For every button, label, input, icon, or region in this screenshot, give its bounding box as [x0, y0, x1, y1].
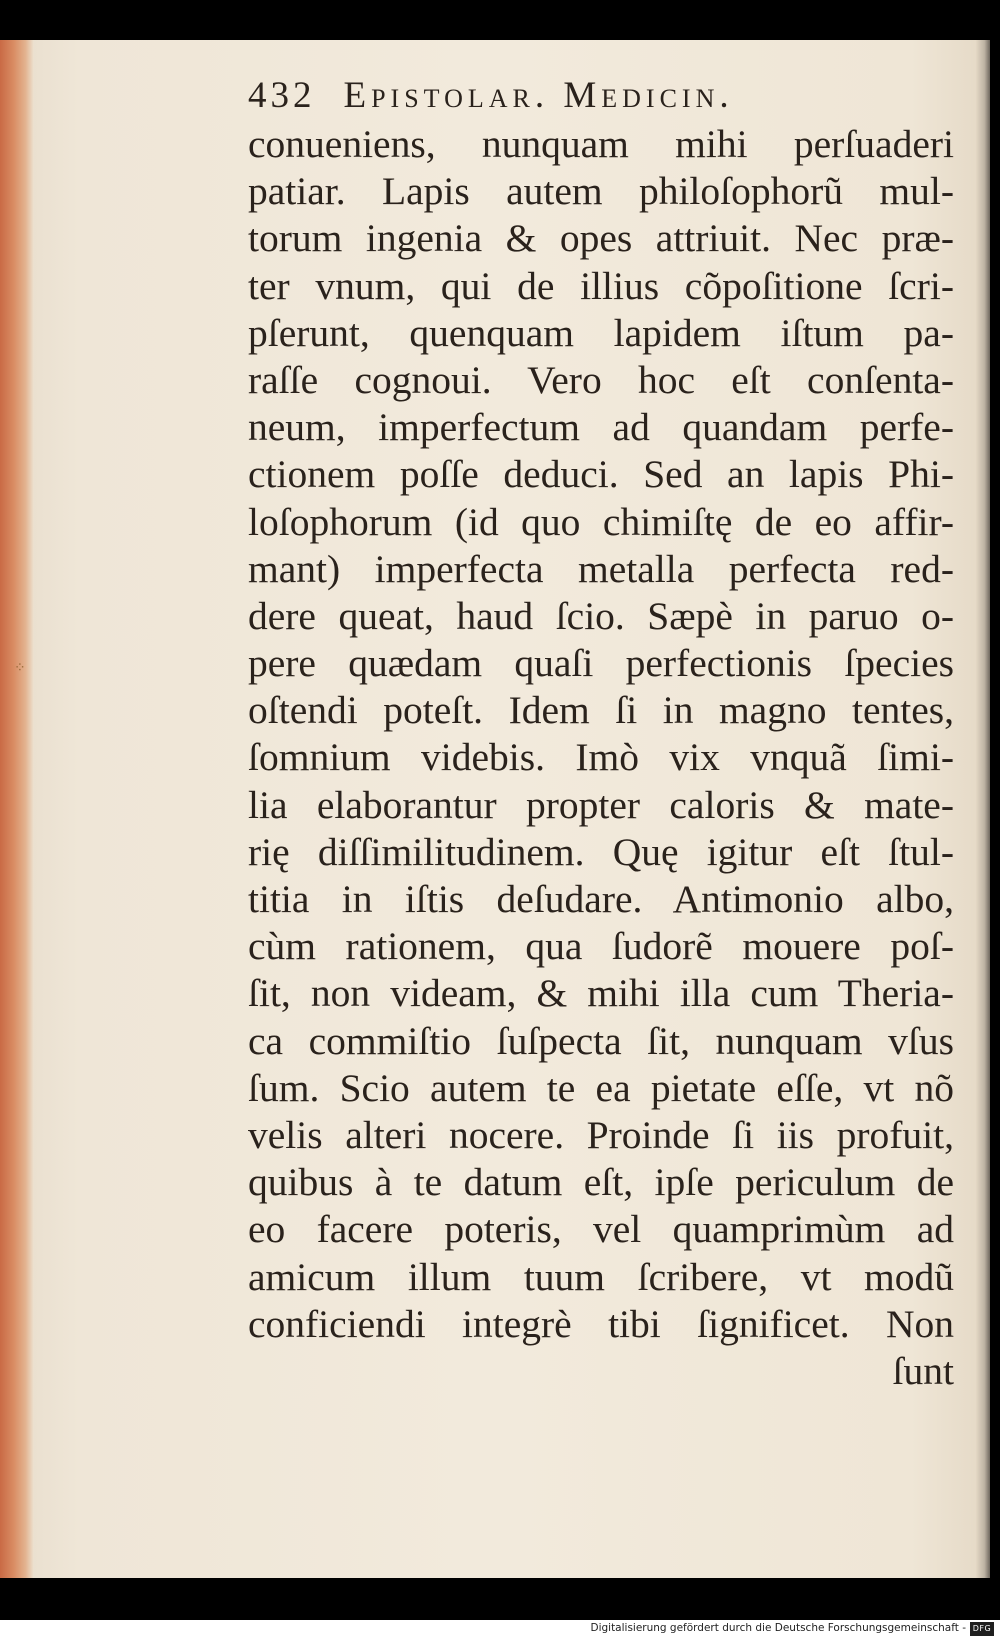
page-edge-right: [976, 40, 990, 1578]
dfg-logo-icon: DFG: [970, 1622, 994, 1636]
text-line: oſtendi poteſt. Idem ſi in magno tentes,: [248, 688, 954, 733]
digitization-credit: Digitalisierung gefördert durch die Deutsche Forschungsgemeinschaft -: [590, 1622, 966, 1634]
text-line: raſſe cognoui. Vero hoc eſt conſenta-: [248, 357, 954, 402]
body-text: [248, 121, 968, 1348]
text-line: conueniens, nunquam mihi perſuaderi: [248, 122, 954, 166]
text-line: ter vnum, qui de illius cõpoſitione ſcri-: [248, 263, 954, 308]
page-edge-left: [0, 40, 34, 1578]
book-page: [0, 40, 990, 1578]
page-number: 432: [248, 75, 316, 116]
running-head: [248, 74, 968, 117]
text-line: rię diſſimilitudinem. Quę igitur eſt ſtul-: [248, 829, 954, 874]
text-line: loſophorum (id quo chimiſtę de eo affir-: [248, 499, 954, 544]
catchword: ſunt: [892, 1348, 954, 1393]
text-line: pſerunt, quenquam lapidem iſtum pa-: [248, 310, 954, 355]
text-line: torum ingenia & opes attriuit. Nec præ-: [248, 216, 954, 261]
text-line: pere quædam quaſi perfectionis ſpecies: [248, 641, 954, 686]
text-block: [248, 74, 968, 1395]
text-line: conficiendi integrè tibi ſignificet. Non: [248, 1301, 954, 1346]
text-line: ctionem poſſe deduci. Sed an lapis Phi-: [248, 452, 954, 497]
text-line: ſit, non videam, & mihi illa cum Theria-: [248, 971, 954, 1016]
text-line: eo facere poteris, vel quamprimùm ad: [248, 1207, 954, 1252]
text-line: patiar. Lapis autem philoſophorũ mul-: [248, 169, 954, 214]
text-line: titia in iſtis deſudare. Antimonio albo,: [248, 877, 954, 921]
running-head-title: Epistolar. Medicin.: [343, 75, 734, 116]
text-line: lia elaborantur propter caloris & mate-: [248, 782, 954, 827]
text-line: ſomnium videbis. Imò vix vnquã ſimi-: [248, 735, 954, 780]
text-line: velis alteri nocere. Proinde ſi iis profuit,: [248, 1112, 954, 1157]
text-line: cùm rationem, qua ſudorẽ mouere poſ-: [248, 924, 954, 969]
text-line: ca commiſtio ſuſpecta ſit, nunquam vſus: [248, 1018, 954, 1063]
text-line: neum, imperfectum ad quandam perfe-: [248, 405, 954, 450]
text-line: dere queat, haud ſcio. Sæpè in paruo o-: [248, 593, 954, 638]
margin-ornament: ⁘: [14, 661, 26, 676]
text-line: ſum. Scio autem te ea pietate eſſe, vt nõ: [248, 1065, 954, 1110]
text-line: mant) imperfecta metalla perfecta red-: [248, 546, 954, 591]
text-line: quibus à te datum eſt, ipſe periculum de: [248, 1160, 954, 1205]
text-line: amicum illum tuum ſcribere, vt modũ: [248, 1254, 954, 1299]
